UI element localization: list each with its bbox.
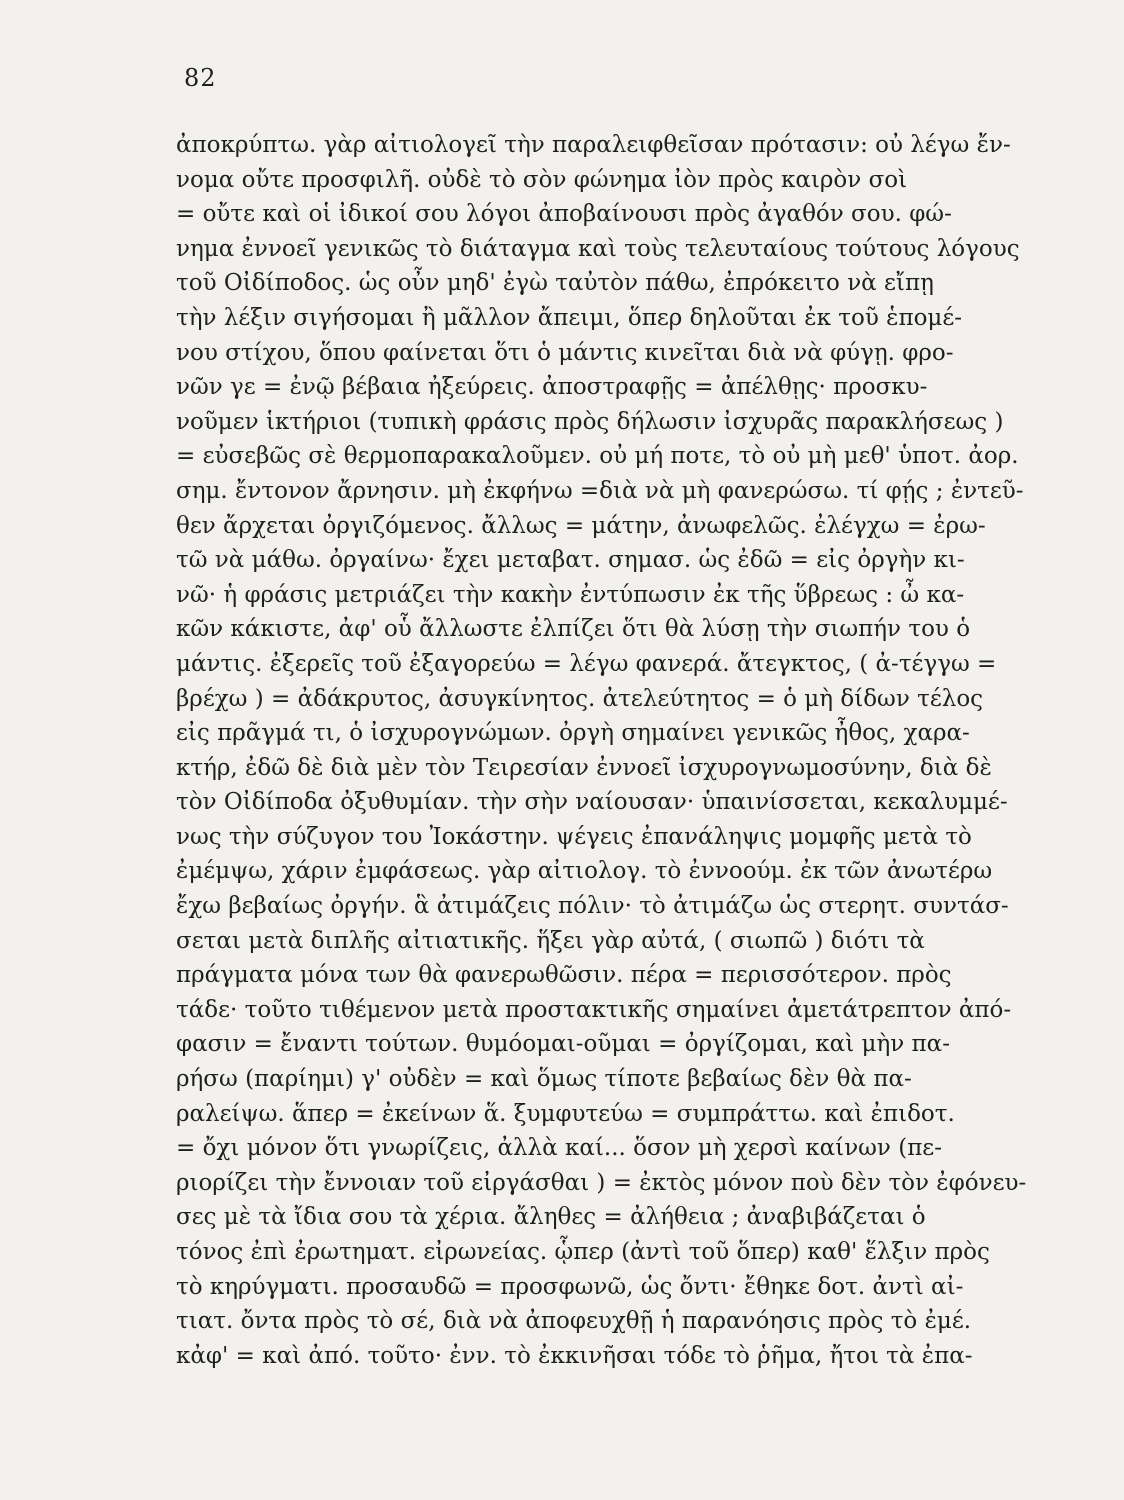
text-line: τὸν Οἰδίποδα ὀξυθυμίαν. τὴν σὴν ναίουσαν· ὑπαινίσσεται, κεκαλυμμέ- bbox=[176, 789, 1008, 816]
text-line: νῶ· ἡ φράσις μετριάζει τὴν κακὴν ἐντύπωσιν ἐκ τῆς ὕβρεως : ὦ κα- bbox=[176, 581, 965, 608]
text-line: κῶν κάκιστε, ἀφ' οὗ ἄλλωστε ἐλπίζει ὅτι θὰ λύσῃ τὴν σιωπήν του ὁ bbox=[176, 616, 971, 643]
text-line: ριορίζει τὴν ἔννοιαν τοῦ εἰργάσθαι ) = ἐκτὸς μόνον ποὺ δὲν τὸν ἐφόνευ- bbox=[176, 1169, 1027, 1196]
text-line: φασιν = ἔναντι τούτων. θυμόομαι-οῦμαι = ὀργίζομαι, καὶ μὴν πα- bbox=[176, 1031, 950, 1058]
text-line: τὴν λέξιν σιγήσομαι ἢ μᾶλλον ἄπειμι, ὅπερ δηλοῦται ἐκ τοῦ ἑπομέ- bbox=[176, 304, 963, 331]
text-line: = εὐσεβῶς σὲ θερμοπαρακαλοῦμεν. οὐ μή ποτε, τὸ οὐ μὴ μεθ' ὑποτ. ἀορ. bbox=[176, 443, 1019, 470]
text-line: βρέχω ) = ἀδάκρυτος, ἀσυγκίνητος. ἀτελεύτητος = ὁ μὴ δίδων τέλος bbox=[176, 685, 984, 712]
text-line: νημα ἐννοεῖ γενικῶς τὸ διάταγμα καὶ τοὺς τελευταίους τούτους λόγους bbox=[176, 235, 1020, 262]
text-line: τάδε· τοῦτο τιθέμενον μετὰ προστακτικῆς σημαίνει ἀμετάτρεπτον ἀπό- bbox=[176, 996, 1012, 1023]
text-line: ἔχω βεβαίως ὀργήν. ἃ ἀτιμάζεις πόλιν· τὸ ἀτιμάζω ὡς στερητ. συντάσ- bbox=[176, 893, 1009, 920]
text-line: κτήρ, ἐδῶ δὲ διὰ μὲν τὸν Τειρεσίαν ἐννοεῖ ἰσχυρογνωμοσύνην, διὰ δὲ bbox=[176, 754, 992, 781]
text-line: σημ. ἔντονον ἄρνησιν. μὴ ἐκφήνω =διὰ νὰ μὴ φανερώσω. τί φῄς ; ἐντεῦ- bbox=[176, 477, 1024, 504]
text-line: ἐμέμψω, χάριν ἐμφάσεως. γὰρ αἰτιολογ. τὸ ἐννοούμ. ἐκ τῶν ἀνωτέρω bbox=[176, 858, 993, 885]
text-line: ρήσω (παρίημι) γ' οὐδὲν = καὶ ὅμως τίποτε βεβαίως δὲν θὰ πα- bbox=[176, 1066, 912, 1093]
text-line: τοῦ Οἰδίποδος. ὡς οὖν μηδ' ἐγὼ ταὐτὸν πάθω, ἐπρόκειτο νὰ εἴπῃ bbox=[176, 270, 934, 297]
text-line: εἰς πρᾶγμά τι, ὁ ἰσχυρογνώμων. ὀργὴ σημαίνει γενικῶς ἦθος, χαρα- bbox=[176, 720, 970, 747]
text-line: κἀφ' = καὶ ἀπό. τοῦτο· ἐνν. τὸ ἐκκινῆσαι τόδε τὸ ῥῆμα, ἤτοι τὰ ἐπα- bbox=[176, 1342, 973, 1369]
text-line: ἀποκρύπτω. γὰρ αἰτιολογεῖ τὴν παραλειφθεῖσαν πρότασιν: οὐ λέγω ἔν- bbox=[176, 132, 1011, 158]
text-line: τόνος ἐπὶ ἐρωτηματ. εἰρωνείας. ᾧπερ (ἀντὶ τοῦ ὅπερ) καθ' ἕλξιν πρὸς bbox=[176, 1239, 990, 1265]
commentary-text bbox=[176, 128, 1036, 1373]
text-line: νομα οὔτε προσφιλῆ. οὐδὲ τὸ σὸν φώνημα ἰὸν πρὸς καιρὸν σοὶ bbox=[176, 166, 908, 193]
text-line: νοῦμεν ἱκτήριοι (τυπικὴ φράσις πρὸς δήλωσιν ἰσχυρᾶς παρακλήσεως ) bbox=[176, 408, 1004, 435]
text-line: πράγματα μόνα των θὰ φανερωθῶσιν. πέρα = περισσότερον. πρὸς bbox=[176, 962, 952, 989]
text-line: τιατ. ὄντα πρὸς τὸ σέ, διὰ νὰ ἀποφευχθῇ ἡ παρανόησις πρὸς τὸ ἐμέ. bbox=[176, 1308, 972, 1335]
text-line: νῶν γε = ἐνῷ βέβαια ἠξεύρεις. ἀποστραφῇς = ἀπέλθῃς· προσκυ- bbox=[176, 374, 928, 401]
text-line: μάντις. ἐξερεῖς τοῦ ἐξαγορεύω = λέγω φανερά. ἄτεγκτος, ( ἀ-τέγγω = bbox=[176, 650, 997, 677]
text-line: σεται μετὰ διπλῆς αἰτιατικῆς. ἥξει γὰρ αὐτά, ( σιωπῶ ) διότι τὰ bbox=[176, 927, 925, 954]
text-line: ραλείψω. ἅπερ = ἐκείνων ἅ. ξυμφυτεύω = συμπράττω. καὶ ἐπιδοτ. bbox=[176, 1100, 955, 1127]
text-line: τὸ κηρύγματι. προσαυδῶ = προσφωνῶ, ὡς ὄντι· ἔθηκε δοτ. ἀντὶ αἰ- bbox=[176, 1273, 964, 1300]
text-line: νου στίχου, ὅπου φαίνεται ὅτι ὁ μάντις κινεῖται διὰ νὰ φύγῃ. φρο- bbox=[176, 339, 954, 366]
page-number: 82 bbox=[184, 64, 217, 92]
text-line: τῶ νὰ μάθω. ὀργαίνω· ἔχει μεταβατ. σημασ. ὡς ἐδῶ = εἰς ὀργὴν κι- bbox=[176, 547, 965, 574]
text-line: θεν ἄρχεται ὀργιζόμενος. ἄλλως = μάτην, ἀνωφελῶς. ἐλέγχω = ἐρω- bbox=[176, 512, 986, 539]
text-line: = ὄχι μόνον ὅτι γνωρίζεις, ἀλλὰ καί... ὅσον μὴ χερσὶ καίνων (πε- bbox=[176, 1135, 942, 1162]
text-line: σες μὲ τὰ ἴδια σου τὰ χέρια. ἄληθες = ἀλήθεια ; ἀναβιβάζεται ὁ bbox=[176, 1204, 926, 1231]
text-line: νως τὴν σύζυγον του Ἰοκάστην. ψέγεις ἐπανάληψις μομφῆς μετὰ τὸ bbox=[176, 823, 972, 850]
text-line: = οὔτε καὶ οἱ ἰδικοί σου λόγοι ἀποβαίνουσι πρὸς ἀγαθόν σου. φώ- bbox=[176, 201, 952, 228]
